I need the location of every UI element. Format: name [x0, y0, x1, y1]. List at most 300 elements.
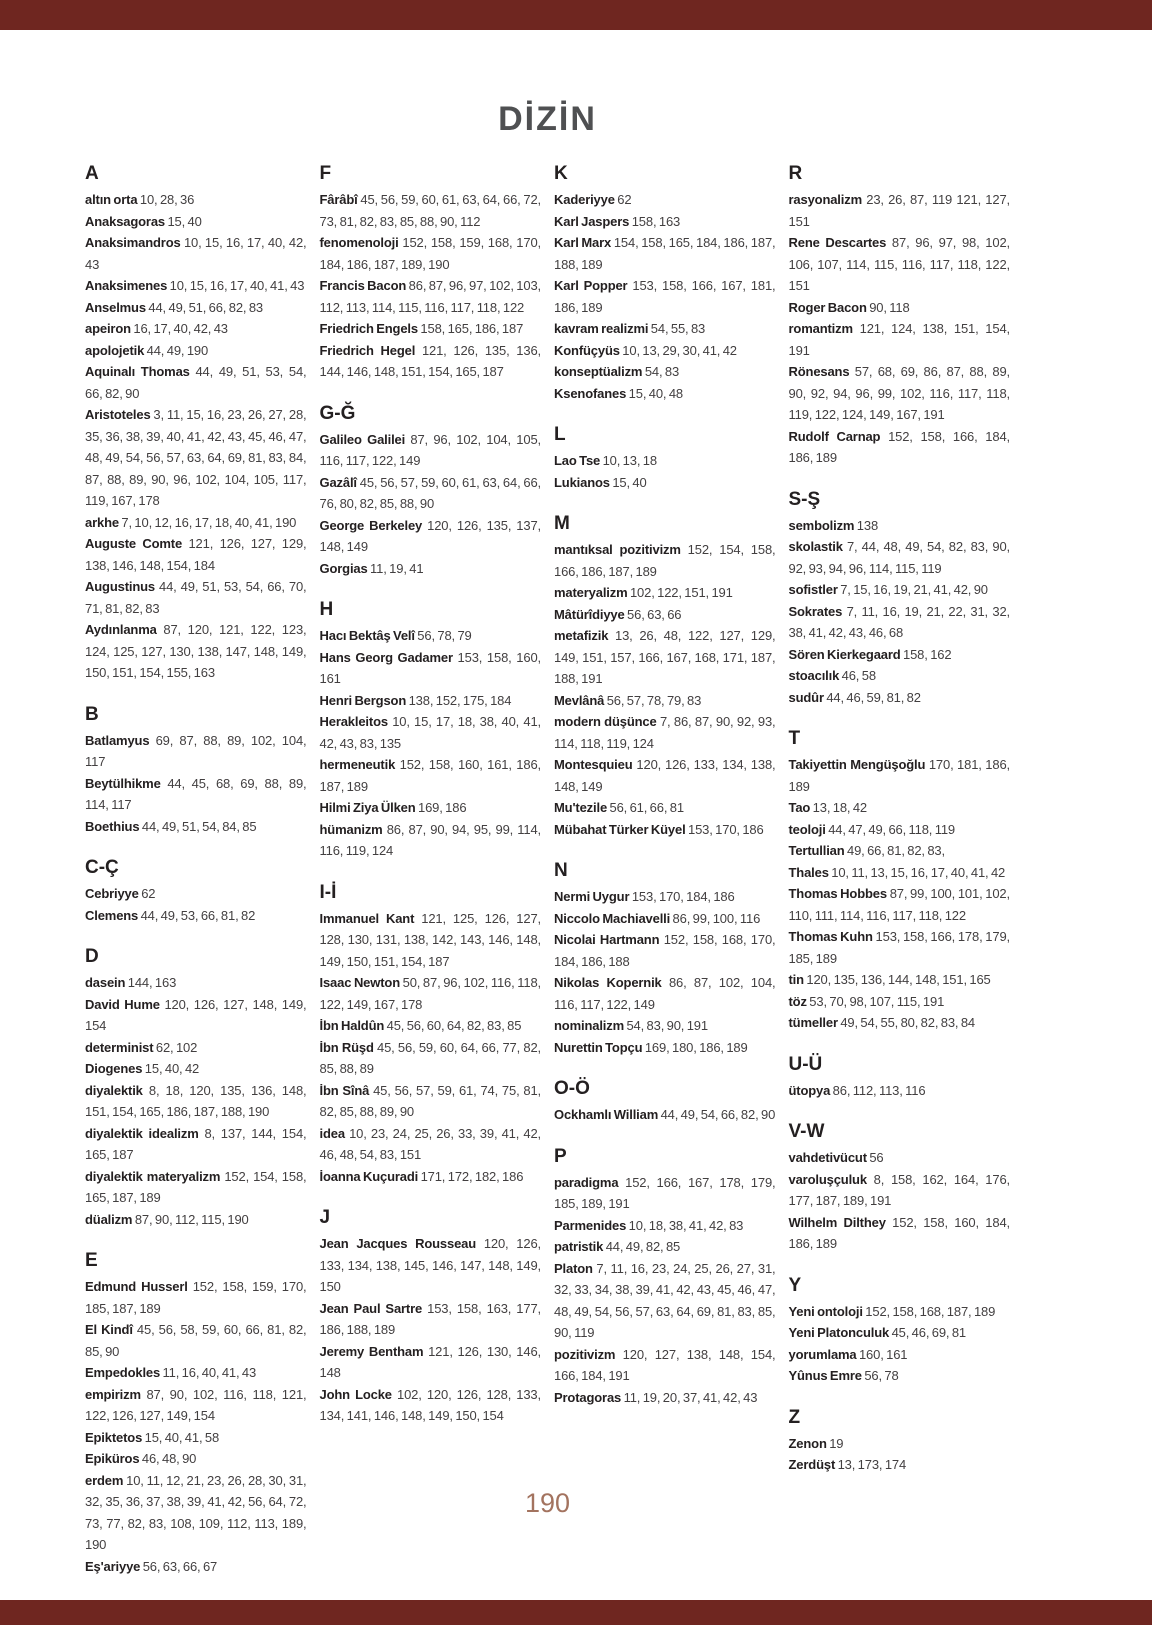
index-entry [789, 232, 1011, 297]
index-entry [789, 536, 1011, 579]
index-entry [789, 754, 1011, 797]
entry-term: Yeni ontoloji [788, 1303, 863, 1319]
entry-term: diyalektik idealizm [85, 1125, 199, 1141]
entry-pages: 121, 126, 130, 146, 148 [319, 1343, 541, 1380]
index-entry [320, 1080, 542, 1123]
entry-term: Karl Popper [554, 278, 628, 293]
entry-term: Takiyettin Mengüşoğlu [788, 757, 926, 772]
index-entry [85, 404, 307, 512]
index-entry [554, 886, 776, 908]
entry-term: Eş'ariyye [85, 1558, 141, 1574]
entry-term: Rene Descartes [788, 235, 887, 250]
index-entry [554, 1344, 776, 1387]
entry-term: romantizm [788, 321, 853, 336]
index-entry [320, 908, 542, 973]
entry-pages: 44, 47, 49, 66, 118, 119 [825, 821, 956, 837]
entry-pages: 7, 11, 16, 19, 21, 22, 31, 32, 38, 41, 42, 43, 46, 68 [788, 603, 1010, 640]
entry-pages: 46, 48, 90 [139, 1451, 197, 1466]
entry-term: Nurettin Topçu [554, 1039, 643, 1055]
entry-term: Karl Marx [554, 235, 612, 250]
entry-pages: 152, 154, 158, 165, 187, 189 [85, 1168, 307, 1205]
entry-pages: 56, 61, 66, 81 [607, 800, 684, 815]
index-entry [320, 711, 542, 754]
index-entry [789, 1344, 1011, 1366]
index-entry [85, 275, 307, 297]
entry-term: Lao Tse [554, 453, 601, 468]
entry-term: apeiron [85, 321, 131, 336]
letter-heading: P [554, 1145, 567, 1167]
entry-term: dasein [85, 975, 126, 990]
entry-pages: 10, 23, 24, 25, 26, 33, 39, 41, 42, 46, 48, 54, 83, 151 [319, 1125, 541, 1162]
entry-term: apolojetik [85, 342, 145, 358]
entry-term: Hilmi Ziya Ülken [319, 800, 416, 815]
entry-pages: 50, 87, 96, 102, 116, 118, 122, 149, 167, 178 [319, 975, 541, 1012]
entry-pages: 90, 118 [866, 299, 910, 315]
index-entry [554, 450, 776, 472]
entry-term: determinist [85, 1039, 154, 1055]
entry-term: Epiküros [85, 1451, 140, 1466]
index-entry [85, 1319, 307, 1362]
entry-term: Jean Paul Sartre [319, 1300, 423, 1316]
index-entry [554, 361, 776, 383]
entry-pages: 121, 125, 126, 127, 128, 130, 131, 138, 142, 143, 146, 148, 149, 150, 151, 154, 187 [319, 910, 542, 969]
entry-pages: 16, 17, 40, 42, 43 [130, 321, 228, 336]
entry-pages: 53, 70, 98, 107, 115, 191 [806, 993, 945, 1009]
entry-pages: 13, 18, 42 [810, 800, 867, 815]
entry-term: kavram realizmi [554, 321, 649, 336]
entry-term: Rudolf Carnap [788, 428, 881, 444]
index-entry [789, 579, 1011, 601]
entry-pages: 23, 26, 87, 119 121, 127, 151 [788, 192, 1010, 229]
index-entry [320, 429, 542, 472]
index-entry [85, 512, 307, 534]
entry-pages: 121, 126, 127, 129, 138, 146, 148, 154, 184 [85, 536, 307, 573]
entry-pages: 87, 120, 121, 122, 123, 124, 125, 127, 130, 138, 147, 148, 149, 150, 151, 154, 155, 163 [85, 622, 307, 680]
letter-heading: S-Ş [788, 488, 821, 510]
index-entry [85, 1276, 307, 1319]
entry-term: Francis Bacon [319, 278, 407, 293]
index-entry [554, 275, 776, 318]
entry-pages: 44, 45, 68, 69, 88, 89, 114, 117 [85, 775, 307, 812]
index-entry [554, 604, 776, 626]
index-entry [85, 905, 307, 927]
index-entry [789, 1322, 1011, 1344]
index-entry [85, 883, 307, 905]
index-entry [789, 687, 1011, 709]
entry-term: Sören Kierkegaard [788, 646, 901, 662]
entry-pages: 57, 68, 69, 86, 87, 88, 89, 90, 92, 94, 96, 99, 102, 116, 117, 118, 119, 122, 124, 149, 167, 191 [788, 364, 1010, 422]
entry-term: Thales [788, 864, 829, 880]
entry-term: Nermi Uygur [554, 889, 630, 904]
entry-pages: 8, 18, 120, 135, 136, 148, 151, 154, 165, 186, 187, 188, 190 [85, 1082, 307, 1119]
entry-term: ütopya [788, 1082, 831, 1098]
entry-pages: 169, 180, 186, 189 [642, 1039, 748, 1055]
entry-pages: 152, 158, 160, 161, 186, 187, 189 [319, 757, 541, 794]
index-entry [85, 1080, 307, 1123]
entry-pages: 86, 87, 96, 97, 102, 103, 112, 113, 114, 115, 116, 117, 118, 122 [319, 278, 541, 315]
entry-pages: 7, 15, 16, 19, 21, 41, 42, 90 [837, 582, 988, 597]
index-entry [554, 1236, 776, 1258]
index-entry [554, 1104, 776, 1126]
index-entry [85, 1384, 307, 1427]
entry-term: Aquinalı Thomas [85, 364, 190, 379]
letter-heading: D [85, 946, 99, 967]
letter-heading: H [319, 599, 334, 620]
entry-pages: 87, 96, 97, 98, 102, 106, 107, 114, 115, 116, 117, 118, 122, 151 [788, 235, 1010, 293]
entry-pages: 153, 158, 160, 161 [319, 649, 541, 686]
entry-pages: 45, 56, 58, 59, 60, 66, 81, 82, 85, 90 [85, 1322, 307, 1359]
index-entry [85, 1556, 307, 1578]
index-entry [85, 189, 307, 211]
entry-pages: 86, 87, 102, 104, 116, 117, 122, 149 [554, 975, 776, 1012]
entry-term: Epiktetos [85, 1429, 143, 1445]
entry-term: rasyonalizm [788, 192, 862, 207]
entry-pages: 45, 56, 57, 59, 60, 61, 63, 64, 66, 76, 80, 82, 85, 88, 90 [319, 474, 541, 511]
index-entry [320, 1123, 542, 1166]
entry-pages: 45, 56, 59, 60, 64, 66, 77, 82, 85, 88, 89 [319, 1039, 542, 1076]
index-entry [554, 797, 776, 819]
entry-pages: 120, 135, 136, 144, 148, 151, 165 [803, 972, 991, 987]
index-entry [320, 1298, 542, 1341]
entry-term: Nicolai Hartmann [554, 932, 660, 947]
entry-term: David Hume [85, 996, 160, 1012]
index-entry [789, 1080, 1011, 1102]
entry-term: John Locke [319, 1386, 392, 1402]
entry-term: Hans Georg Gadamer [319, 649, 453, 665]
entry-term: Hacı Bektâş Velî [319, 628, 415, 643]
index-entry [554, 690, 776, 712]
index-columns [85, 163, 1010, 1577]
entry-term: Edmund Husserl [85, 1279, 188, 1294]
entry-term: Henri Bergson [319, 692, 407, 708]
entry-term: modern düşünce [554, 714, 657, 729]
entry-pages: 144, 163 [125, 975, 177, 990]
letter-heading: G-Ğ [319, 402, 356, 424]
entry-pages: 138 [854, 517, 879, 533]
index-entry [554, 340, 776, 362]
index-entry [554, 539, 776, 582]
entry-pages: 54, 83, 90, 191 [624, 1018, 708, 1033]
entry-pages: 86, 87, 90, 94, 95, 99, 114, 116, 119, 124 [319, 821, 541, 858]
index-entry [320, 515, 542, 558]
entry-pages: 69, 87, 88, 89, 102, 104, 117 [85, 732, 307, 769]
entry-pages: 86, 99, 100, 116 [670, 910, 761, 926]
entry-term: Konfüçyüs [554, 342, 620, 358]
index-entry [85, 972, 307, 994]
index-entry [554, 1015, 776, 1037]
entry-pages: 154, 158, 165, 184, 186, 187, 188, 189 [554, 235, 776, 272]
index-entry [85, 533, 307, 576]
index-entry [320, 318, 542, 340]
entry-pages: 44, 49, 51, 53, 54, 66, 82, 90 [85, 364, 307, 401]
index-entry [320, 340, 542, 383]
entry-term: empirizm [85, 1386, 141, 1402]
entry-pages: 8, 158, 162, 164, 176, 177, 187, 189, 191 [788, 1171, 1010, 1208]
entry-pages: 7, 10, 12, 16, 17, 18, 40, 41, 190 [118, 514, 297, 530]
index-entry [320, 275, 542, 318]
letter-heading: K [554, 163, 568, 184]
index-entry [789, 601, 1011, 644]
index-entry [789, 862, 1011, 884]
entry-pages: 15, 40, 42 [142, 1061, 200, 1076]
index-entry [554, 929, 776, 972]
entry-term: Zerdüşt [788, 1457, 836, 1472]
entry-pages: 56, 78, 79 [414, 628, 472, 643]
entry-term: Aristoteles [85, 407, 151, 422]
entry-pages: 10, 28, 36 [137, 192, 195, 207]
entry-pages: 152, 166, 167, 178, 179, 185, 189, 191 [554, 1174, 776, 1211]
entry-term: Parmenides [554, 1217, 627, 1233]
entry-pages: 152, 154, 158, 166, 186, 187, 189 [554, 542, 776, 579]
entry-pages: 11, 19, 41 [367, 560, 424, 576]
entry-pages: 7, 11, 16, 23, 24, 25, 26, 27, 31, 32, 33, 34, 38, 39, 41, 42, 43, 45, 46, 47, 48, 49, 54, 56, 57, 63, 64, 69, 81, 83, 85, 90, 119 [554, 1260, 776, 1340]
entry-pages: 13, 26, 48, 122, 127, 129, 149, 151, 157, 166, 167, 168, 171, 187, 188, 191 [554, 628, 776, 686]
entry-term: Anaksimenes [85, 278, 168, 293]
letter-heading: C-Ç [85, 857, 119, 878]
entry-term: varoluşçuluk [788, 1171, 867, 1187]
entry-pages: 10, 15, 17, 18, 38, 40, 41, 42, 43, 83, 135 [319, 714, 541, 751]
entry-term: Tertullian [788, 843, 845, 858]
entry-term: konseptüalizm [554, 364, 643, 379]
entry-term: yorumlama [788, 1346, 857, 1362]
index-entry [554, 972, 776, 1015]
index-entry [320, 1015, 542, 1037]
index-entry [85, 1427, 307, 1449]
entry-term: Cebriyye [85, 886, 139, 901]
entry-pages: 19 [826, 1435, 844, 1451]
index-entry [85, 232, 307, 275]
index-entry [554, 582, 776, 604]
entry-pages: 44, 49, 51, 53, 54, 66, 70, 71, 81, 82, 83 [85, 579, 307, 616]
index-entry [554, 711, 776, 754]
index-entry [789, 297, 1011, 319]
entry-term: hermeneutik [319, 757, 396, 772]
entry-term: Jean Jacques Rousseau [319, 1236, 477, 1251]
index-entry [554, 1037, 776, 1059]
entry-term: materyalizm [554, 585, 628, 600]
index-entry [789, 1169, 1011, 1212]
index-entry [320, 472, 542, 515]
top-color-bar [0, 0, 1152, 30]
index-entry [554, 318, 776, 340]
index-entry [85, 773, 307, 816]
entry-pages: 87, 96, 102, 104, 105, 116, 117, 122, 149 [319, 431, 541, 468]
index-entry [789, 991, 1011, 1013]
index-entry [554, 908, 776, 930]
entry-pages: 10, 15, 16, 17, 40, 42, 43 [85, 235, 307, 272]
entry-pages: 171, 172, 182, 186 [418, 1168, 524, 1184]
index-entry [554, 1215, 776, 1237]
entry-term: hümanizm [319, 821, 383, 837]
entry-pages: 10, 18, 38, 41, 42, 83 [626, 1217, 744, 1233]
entry-pages: 121, 126, 135, 136, 144, 146, 148, 151, 154, 165, 187 [319, 342, 542, 379]
entry-term: Beytülhikme [85, 775, 161, 791]
entry-pages: 11, 16, 40, 41, 43 [160, 1365, 257, 1380]
entry-pages: 10, 13, 29, 30, 41, 42 [619, 342, 737, 358]
entry-pages: 152, 158, 168, 170, 184, 186, 188 [554, 932, 776, 969]
index-entry [789, 819, 1011, 841]
entry-term: tin [788, 972, 804, 987]
entry-pages: 49, 66, 81, 82, 83, [844, 843, 945, 858]
entry-pages: 10, 11, 13, 15, 16, 17, 40, 41, 42 [828, 864, 1006, 880]
entry-term: Karl Jaspers [554, 213, 630, 229]
entry-term: Anaksagoras [85, 213, 165, 229]
entry-pages: 44, 49, 54, 66, 82, 90 [658, 1107, 776, 1122]
entry-pages: 10, 11, 12, 21, 23, 26, 28, 30, 31, 32, 35, 36, 37, 38, 39, 41, 42, 56, 64, 72, 73, 77, 82, 83, 108, 109, 112, 113, 189, 190 [85, 1472, 307, 1552]
index-entry [85, 1058, 307, 1080]
entry-term: Thomas Hobbes [788, 886, 887, 901]
letter-heading: Y [788, 1274, 802, 1296]
entry-pages: 46, 58 [839, 668, 876, 683]
index-entry [554, 625, 776, 690]
letter-heading: T [788, 728, 801, 749]
entry-pages: 153, 158, 163, 177, 186, 188, 189 [319, 1300, 541, 1337]
index-entry [85, 1209, 307, 1231]
entry-term: Yûnus Emre [788, 1368, 862, 1383]
index-entry [320, 1341, 542, 1384]
entry-term: Thomas Kuhn [788, 929, 873, 944]
entry-term: nominalizm [554, 1018, 625, 1033]
entry-pages: 10, 13, 18 [600, 453, 657, 468]
index-entry [554, 1387, 776, 1409]
index-entry [320, 189, 542, 232]
entry-term: sofistler [788, 582, 838, 597]
entry-pages: 13, 173, 174 [835, 1457, 907, 1472]
entry-term: altın orta [85, 192, 138, 207]
entry-term: Immanuel Kant [319, 910, 415, 926]
index-entry [789, 1147, 1011, 1169]
index-entry [320, 558, 542, 580]
entry-pages: 44, 49, 53, 66, 81, 82 [138, 907, 256, 923]
entry-pages: 54, 55, 83 [648, 321, 706, 336]
entry-term: Isaac Newton [319, 975, 400, 990]
entry-pages: 153, 158, 166, 178, 179, 185, 189 [788, 929, 1010, 966]
index-entry [320, 625, 542, 647]
index-entry [85, 211, 307, 233]
entry-term: sudûr [788, 689, 824, 705]
entry-term: Zenon [788, 1435, 827, 1451]
index-entry [789, 189, 1011, 232]
entry-term: Ockhamlı William [554, 1107, 659, 1122]
entry-term: Auguste Comte [85, 536, 183, 551]
entry-pages: 62 [138, 886, 156, 901]
entry-pages: 120, 126, 135, 137, 148, 149 [319, 517, 541, 554]
letter-heading: O-Ö [554, 1078, 590, 1099]
index-entry [554, 1172, 776, 1215]
entry-pages: 44, 49, 190 [144, 342, 209, 358]
entry-term: pozitivizm [554, 1346, 616, 1362]
entry-pages: 152, 158, 168, 187, 189 [862, 1303, 996, 1319]
entry-term: Niccolo Machiavelli [554, 910, 671, 926]
entry-term: Roger Bacon [788, 299, 867, 315]
index-entry [85, 619, 307, 684]
bottom-color-bar [0, 1600, 1152, 1625]
entry-pages: 87, 90, 102, 116, 118, 121, 122, 126, 127, 149, 154 [85, 1386, 307, 1423]
index-entry [789, 318, 1011, 361]
entry-term: Montesquieu [554, 757, 633, 772]
entry-term: Diogenes [85, 1061, 143, 1076]
entry-term: töz [788, 993, 807, 1009]
index-column-3 [554, 163, 776, 1577]
entry-pages: 158, 163 [629, 213, 681, 229]
letter-heading: J [319, 1207, 331, 1228]
entry-pages: 44, 49, 82, 85 [603, 1239, 681, 1254]
entry-pages: 11, 19, 20, 37, 41, 42, 43 [621, 1389, 758, 1405]
entry-term: Anselmus [85, 299, 146, 315]
entry-pages: 120, 126, 127, 148, 149, 154 [85, 996, 307, 1033]
entry-pages: 45, 56, 60, 64, 82, 83, 85 [384, 1018, 522, 1033]
entry-term: Mu'tezile [554, 800, 608, 815]
index-entry [320, 232, 542, 275]
entry-pages: 56, 78 [861, 1368, 899, 1383]
entry-pages: 87, 90, 112, 115, 190 [132, 1211, 249, 1227]
entry-term: paradigma [554, 1174, 619, 1190]
index-entry [789, 840, 1011, 862]
index-entry [85, 318, 307, 340]
entry-pages: 102, 122, 151, 191 [627, 585, 733, 600]
entry-term: Mevlânâ [554, 692, 605, 708]
entry-term: Batlamyus [85, 732, 150, 748]
entry-pages: 45, 56, 59, 60, 61, 63, 64, 66, 72, 73, 81, 82, 83, 85, 88, 90, 112 [319, 192, 541, 229]
entry-pages: 120, 126, 133, 134, 138, 145, 146, 147, 148, 149, 150 [319, 1236, 542, 1294]
index-entry [85, 361, 307, 404]
entry-pages: 153, 170, 186 [685, 821, 764, 837]
entry-term: İbn Haldûn [319, 1018, 385, 1033]
entry-term: Wilhelm Dilthey [788, 1214, 886, 1230]
index-entry [554, 383, 776, 405]
index-entry [85, 994, 307, 1037]
index-entry [320, 754, 542, 797]
entry-term: Sokrates [788, 603, 843, 619]
index-entry [320, 1384, 542, 1427]
entry-pages: 8, 137, 144, 154, 165, 187 [85, 1125, 307, 1162]
entry-pages: 56, 57, 78, 79, 83 [604, 692, 702, 708]
entry-pages: 56, 63, 66, 67 [140, 1558, 218, 1574]
entry-pages: 152, 158, 159, 168, 170, 184, 186, 187, 189, 190 [319, 235, 541, 272]
entry-pages: 86, 112, 113, 116 [830, 1082, 926, 1098]
entry-pages: 54, 83 [642, 364, 680, 379]
entry-pages: 7, 44, 48, 49, 54, 82, 83, 90, 92, 93, 94, 96, 114, 115, 119 [788, 539, 1010, 576]
entry-pages: 158, 165, 186, 187 [417, 321, 524, 336]
entry-pages: 56, 63, 66 [624, 606, 682, 622]
entry-term: Gorgias [319, 560, 368, 576]
index-entry [320, 797, 542, 819]
entry-pages: 170, 181, 186, 189 [788, 757, 1010, 794]
entry-pages: 120, 127, 138, 148, 154, 166, 184, 191 [554, 1346, 776, 1383]
entry-pages: 169, 186 [415, 800, 467, 815]
entry-pages: 15, 40, 48 [626, 385, 683, 401]
index-entry [85, 1166, 307, 1209]
entry-pages: 62 [614, 192, 632, 207]
index-entry [85, 730, 307, 773]
letter-heading: I-İ [319, 881, 337, 903]
entry-term: tümeller [788, 1015, 838, 1030]
page-number: 190 [524, 1488, 571, 1518]
entry-term: Ksenofanes [554, 385, 627, 401]
letter-heading: V-W [788, 1121, 825, 1142]
index-entry [789, 969, 1011, 991]
entry-pages: 158, 162 [900, 646, 952, 662]
index-entry [789, 1433, 1011, 1455]
index-entry [85, 816, 307, 838]
entry-pages: 49, 54, 55, 80, 82, 83, 84 [837, 1015, 975, 1030]
index-entry [85, 340, 307, 362]
index-entry [789, 1012, 1011, 1034]
entry-term: Friedrich Hegel [319, 342, 416, 358]
entry-term: arkhe [85, 514, 119, 530]
entry-term: idea [319, 1125, 345, 1141]
index-entry [554, 819, 776, 841]
